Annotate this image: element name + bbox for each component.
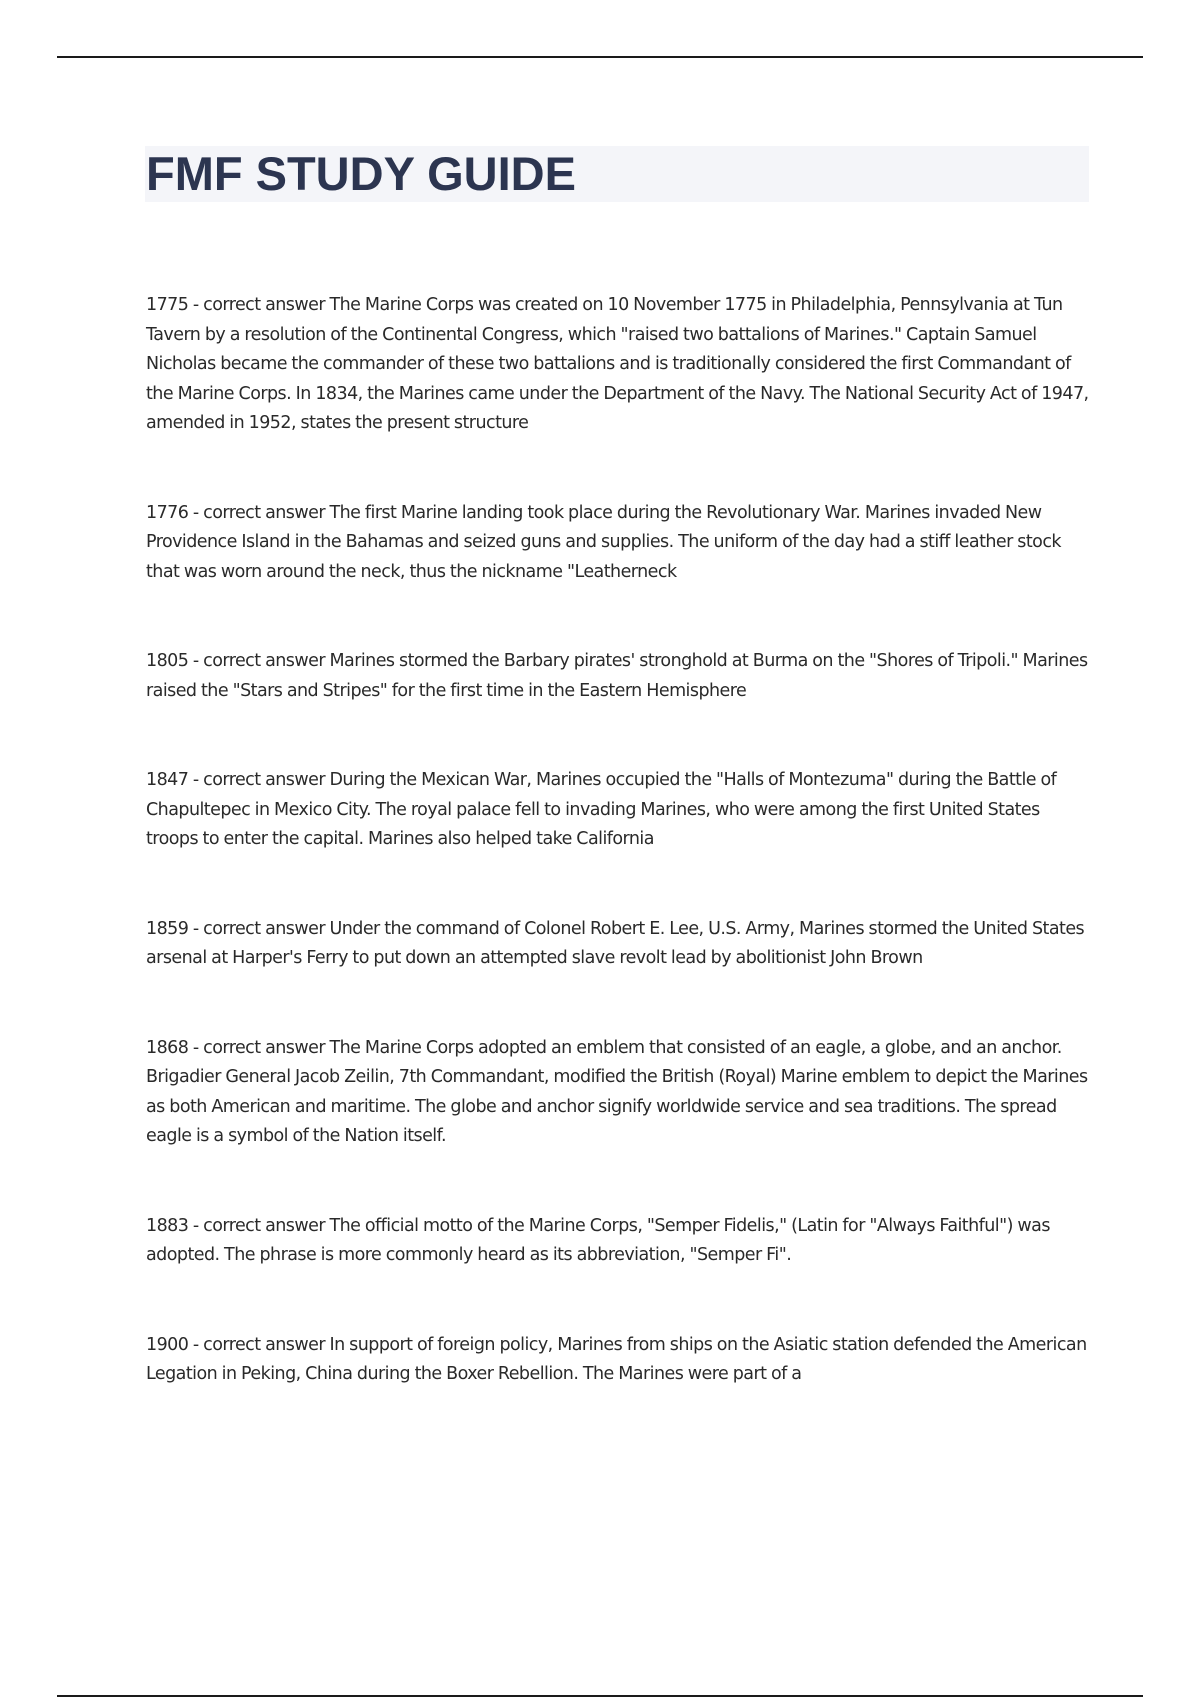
entry-1776: 1776 - correct answer The first Marine landing took place during the Revolutionary War. Marines invaded New Providence Island in the Bahamas and seized guns and supplies. The uniform of the day had a stiff leather stock that was worn around the neck, thus the nickname "Leatherneck — [146, 502, 1061, 582]
entry-1805: 1805 - correct answer Marines stormed the Barbary pirates' stronghold at Burma on the "Shores of Tripoli." Marines raised the "Stars and Stripes" for the first time in the Eastern Hemisphere — [146, 651, 1088, 701]
bottom-rule — [57, 1695, 1143, 1697]
entry-1847: 1847 - correct answer During the Mexican War, Marines occupied the "Halls of Montezuma" during the Battle of Chapultepec in Mexico City. The royal palace fell to invading Marines, who were among the first United States troops to enter the capital. Marines also helped take California — [146, 770, 1057, 849]
top-rule — [57, 56, 1143, 58]
entries-list — [146, 291, 1091, 1390]
page-title: FMF STUDY GUIDE — [146, 147, 576, 200]
entry-1859: 1859 - correct answer Under the command of Colonel Robert E. Lee, U.S. Army, Marines stormed the United States arsenal at Harper's Ferry to put down an attempted slave revolt lead by abolitionist John Brown — [146, 918, 1085, 968]
entry-1883: 1883 - correct answer The official motto of the Marine Corps, "Semper Fidelis," (Latin for "Always Faithful") was adopted. The phrase is more commonly heard as its abbreviation, "Semper Fi". — [146, 1215, 1050, 1265]
entry-1775: 1775 - correct answer The Marine Corps was created on 10 November 1775 in Philadelphia, Pennsylvania at Tun Tavern by a resolution of the Continental Congress, which "raised two battalions of Marines." Captain Samuel Nicholas became the commander of these two battalions and is traditionally considered the first Commandant of the Marine Corps. In 1834, the Marines came under the Department of the Navy. The National Security Act of 1947, amended in 1952, states the present structure — [146, 295, 1089, 433]
entry-1868: 1868 - correct answer The Marine Corps adopted an emblem that consisted of an eagle, a globe, and an anchor. Brigadier General Jacob Zeilin, 7th Commandant, modified the British (Royal) Marine emblem to depict the Marines as both American and maritime. The globe and anchor signify worldwide service and sea traditions. The spread eagle is a symbol of the Nation itself. — [146, 1037, 1088, 1146]
entry-1900: 1900 - correct answer In support of foreign policy, Marines from ships on the Asiatic station defended the American Legation in Peking, China during the Boxer Rebellion. The Marines were part of a — [146, 1334, 1087, 1384]
